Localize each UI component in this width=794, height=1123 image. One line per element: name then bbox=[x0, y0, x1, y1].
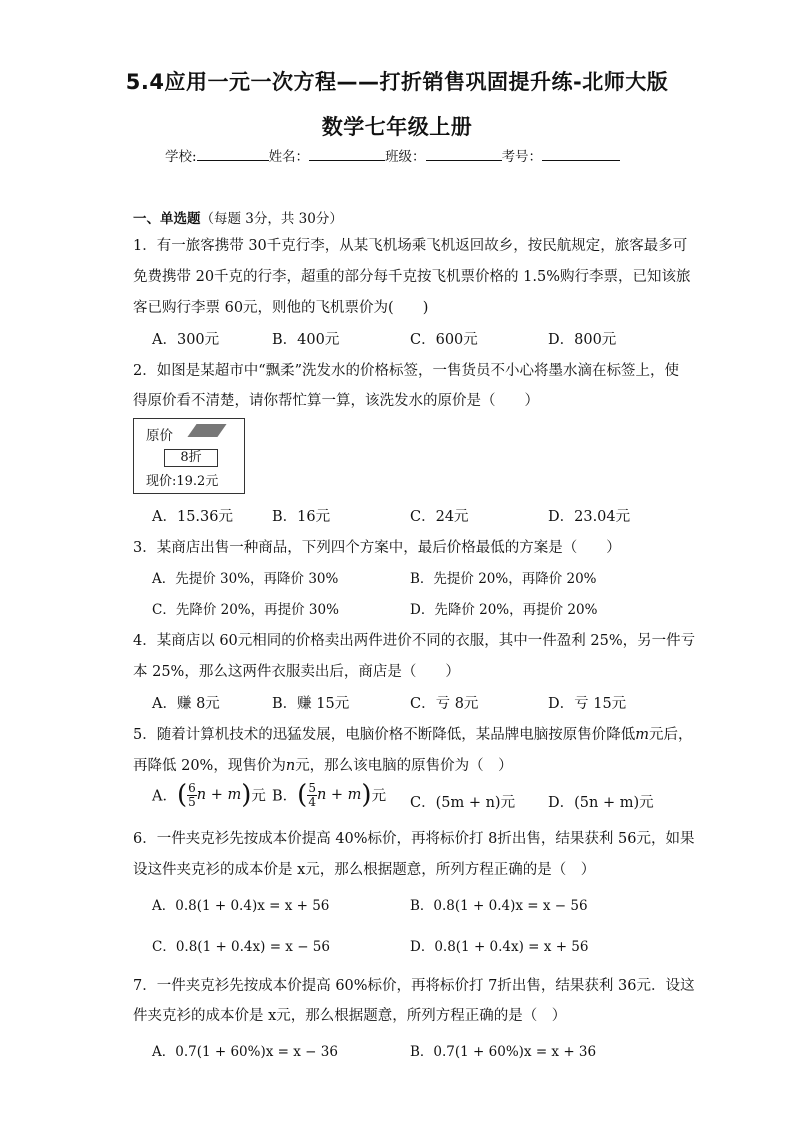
q3-option-d[interactable]: D．先降价 20%，再提价 20% bbox=[410, 602, 598, 618]
q6-text-line-1: 6．一件夹克衫先按成本价提高 40%标价，再将标价打 8折出售，结果获利 56元，如果 bbox=[133, 831, 695, 847]
q2-option-d[interactable]: D．23.04元 bbox=[548, 509, 631, 525]
q1-text-line-3: 客已购行李票 60元，则他的飞机票价为( ) bbox=[133, 300, 429, 316]
q3-text-line-1: 3．某商店出售一种商品，下列四个方案中，最后价格最低的方案是（ ） bbox=[133, 540, 621, 556]
q4-option-d[interactable]: D．亏 15元 bbox=[548, 696, 627, 712]
q2-text-line-2: 得原价看不清楚，请你帮忙算一算，该洗发水的原价是（ ） bbox=[133, 393, 539, 409]
q4-text-line-2: 本 25%，那么这两件衣服卖出后，商店是（ ） bbox=[133, 664, 460, 680]
q1-text-line-1: 1．有一旅客携带 30千克行李，从某飞机场乘飞机返回故乡，按民航规定，旅客最多可 bbox=[133, 238, 688, 254]
student-info-row bbox=[165, 145, 620, 165]
q6-option-a[interactable]: A．0.8(1 + 0.4)x = x + 56 bbox=[152, 898, 330, 914]
number-blank[interactable] bbox=[542, 146, 620, 161]
q5-option-d[interactable]: D．(5n + m)元 bbox=[548, 795, 654, 811]
price-tag-figure bbox=[133, 418, 245, 494]
tag-original-label: 原价 bbox=[146, 428, 173, 444]
q1-option-c[interactable]: C．600元 bbox=[410, 332, 478, 348]
tag-current-price: 现价:19.2元 bbox=[146, 474, 219, 489]
q4-option-b[interactable]: B．赚 15元 bbox=[272, 696, 350, 712]
q2-option-c[interactable]: C．24元 bbox=[410, 509, 469, 525]
q3-option-b[interactable]: B．先提价 20%，再降价 20% bbox=[410, 571, 597, 587]
q1-text-line-2: 免费携带 20千克的行李，超重的部分每千克按飞机票价格的 1.5%购行李票，已知该旅 bbox=[133, 269, 691, 285]
q5-option-a[interactable]: A．( $\frac{6}{5}$ n + m)元 bbox=[152, 780, 266, 810]
q4-option-a[interactable]: A．赚 8元 bbox=[152, 696, 220, 712]
q5-option-b[interactable]: B．( $\frac{5}{4}$ n + m)元 bbox=[272, 780, 387, 810]
q6-text-line-2: 设这件夹克衫的成本价是 x元，那么根据题意，所列方程正确的是（ ） bbox=[133, 862, 596, 878]
name-blank[interactable] bbox=[309, 146, 385, 161]
school-label: 学校: bbox=[165, 149, 197, 165]
class-blank[interactable] bbox=[426, 146, 502, 161]
q6-option-b[interactable]: B．0.8(1 + 0.4)x = x − 56 bbox=[410, 898, 588, 914]
q3-option-a[interactable]: A．先提价 30%，再降价 30% bbox=[152, 571, 339, 587]
q2-text-line-1: 2．如图是某超市中“飘柔”洗发水的价格标签，一售货员不小心将墨水滴在标签上，使 bbox=[133, 363, 680, 379]
q5-text-line-2: 再降低 20%，现售价为n元，那么该电脑的原售价为（ ） bbox=[133, 758, 513, 774]
q2-option-b[interactable]: B．16元 bbox=[272, 509, 331, 525]
tag-discount-box: 8折 bbox=[164, 449, 218, 467]
q1-option-a[interactable]: A．300元 bbox=[152, 332, 220, 348]
q1-option-d[interactable]: D．800元 bbox=[548, 332, 617, 348]
q7-option-b[interactable]: B．0.7(1 + 60%)x = x + 36 bbox=[410, 1044, 597, 1060]
q7-text-line-2: 件夹克衫的成本价是 x元，那么根据题意，所列方程正确的是（ ） bbox=[133, 1008, 567, 1024]
q5-text-line-1: 5．随着计算机技术的迅猛发展，电脑价格不断降低，某品牌电脑按原售价降低m元后， bbox=[133, 727, 693, 743]
q6-option-c[interactable]: C．0.8(1 + 0.4x) = x − 56 bbox=[152, 939, 330, 955]
ink-blot-parallelogram bbox=[187, 424, 226, 437]
q2-option-a[interactable]: A．15.36元 bbox=[152, 509, 233, 525]
section-heading: 一、单选题（每题 3分，共 30分） bbox=[133, 211, 343, 227]
q4-text-line-1: 4．某商店以 60元相同的价格卖出两件进价不同的衣服，其中一件盈利 25%，另一件亏 bbox=[133, 633, 696, 649]
q5-option-c[interactable]: C．(5m + n)元 bbox=[410, 795, 516, 811]
name-label: 姓名： bbox=[268, 149, 310, 165]
q7-option-a[interactable]: A．0.7(1 + 60%)x = x − 36 bbox=[152, 1044, 338, 1060]
title-line-1: 5.4应用一元一次方程——打折销售巩固提升练-北师大版 bbox=[125, 70, 669, 94]
q6-option-d[interactable]: D．0.8(1 + 0.4x) = x + 56 bbox=[410, 939, 589, 955]
q4-option-c[interactable]: C．亏 8元 bbox=[410, 696, 479, 712]
q7-text-line-1: 7．一件夹克衫先按成本价提高 60%标价，再将标价打 7折出售，结果获利 36元．设这 bbox=[133, 978, 695, 994]
q3-option-c[interactable]: C．先降价 20%，再提价 30% bbox=[152, 602, 339, 618]
class-label: 班级： bbox=[385, 149, 426, 165]
school-blank[interactable] bbox=[197, 146, 269, 161]
title-line-2: 数学七年级上册 bbox=[321, 115, 473, 139]
number-label: 考号： bbox=[501, 149, 543, 165]
q1-option-b[interactable]: B．400元 bbox=[272, 332, 340, 348]
